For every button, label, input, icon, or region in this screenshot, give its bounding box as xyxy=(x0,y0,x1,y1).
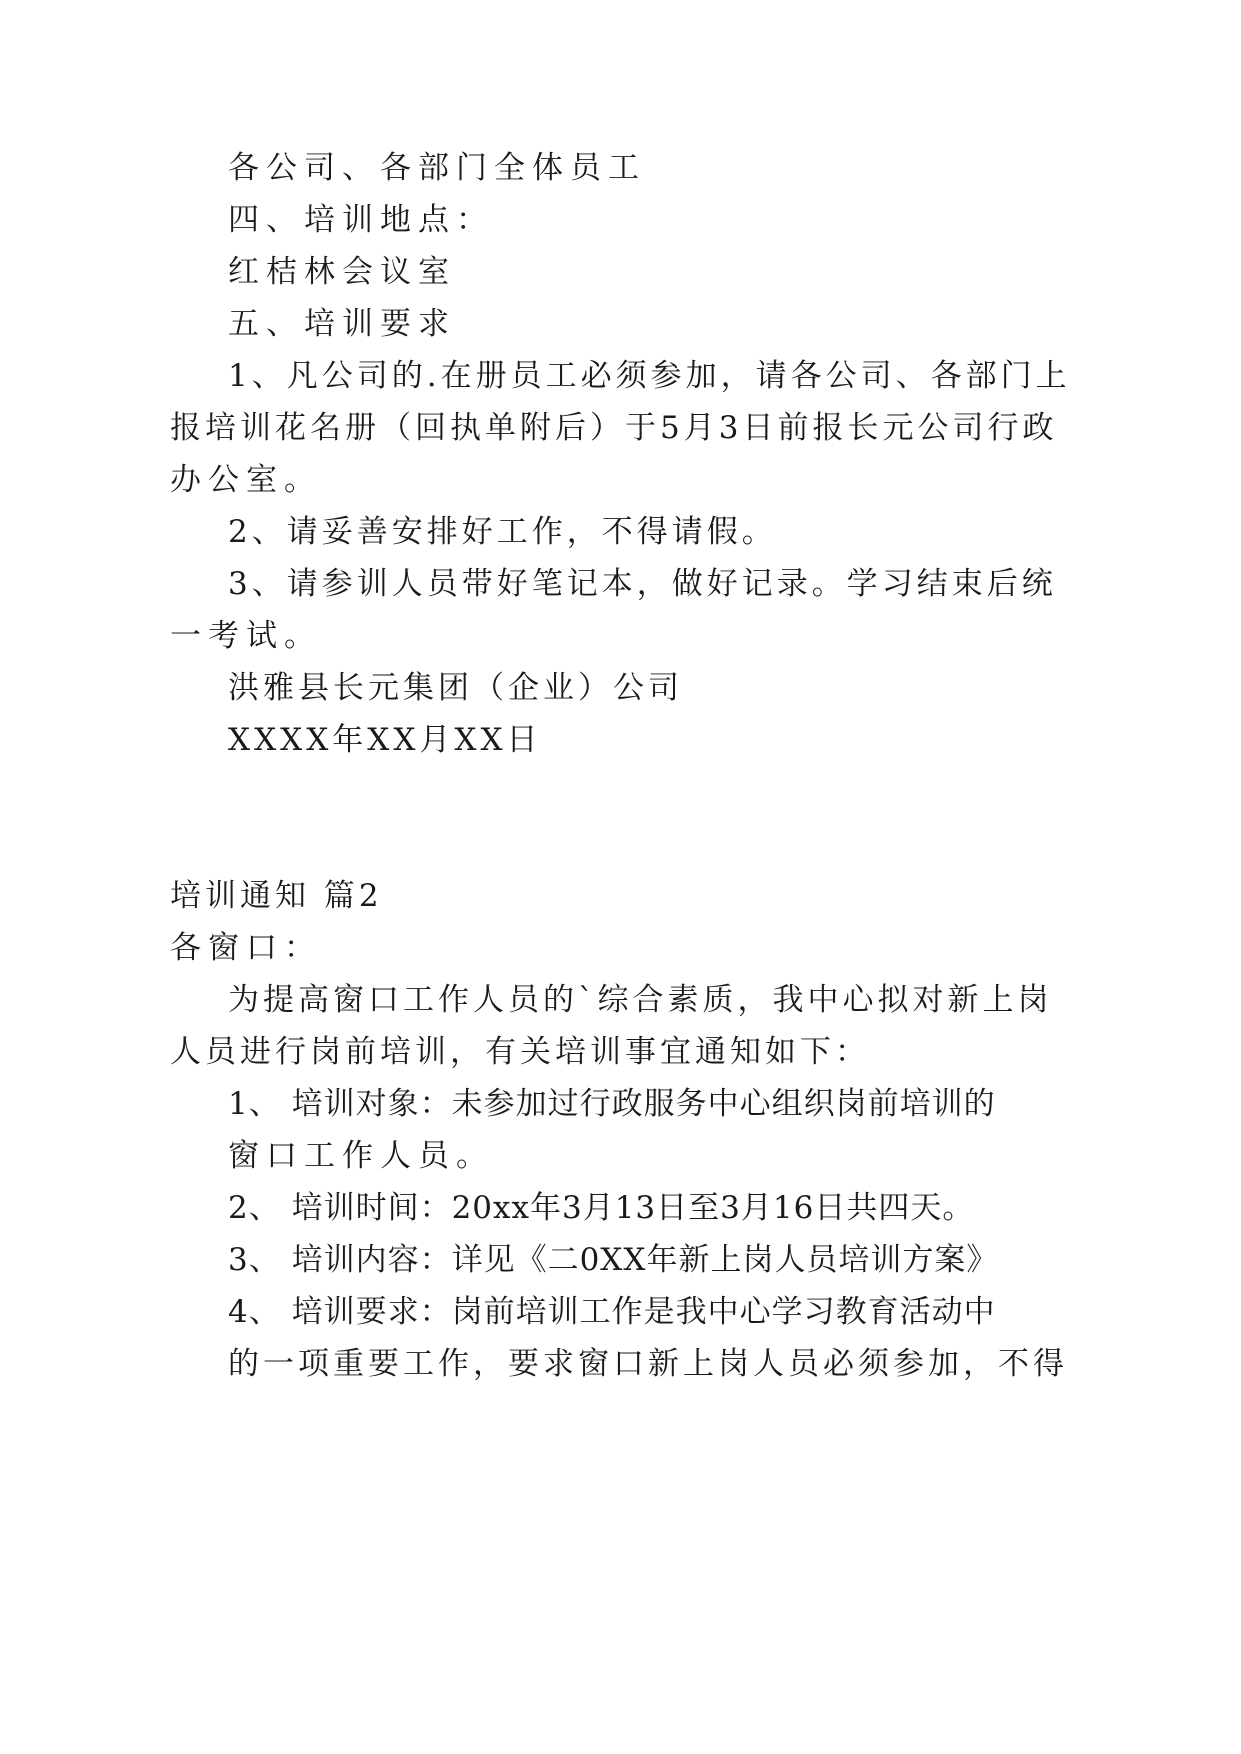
attendees-text: 各公司、各部门全体员工 xyxy=(228,150,646,186)
requirement-1-line-3: 办公室。 xyxy=(170,462,322,498)
signature-date: XXXX年XX月XX日 xyxy=(228,722,542,758)
item-4-line-2: 的一项重要工作，要求窗口新上岗人员必须参加，不得 xyxy=(228,1346,1068,1382)
requirement-1-line-2: 报培训花名册（回执单附后）于5月3日前报长元公司行政 xyxy=(170,410,1058,446)
salutation: 各窗口： xyxy=(170,930,322,966)
requirement-3-line-1: 3、请参训人员带好笔记本，做好记录。学习结束后统 xyxy=(228,566,1057,602)
item-4-line-1: 4、 培训要求：岗前培训工作是我中心学习教育活动中 xyxy=(228,1294,996,1330)
item-3: 3、 培训内容：详见《二0XX年新上岗人员培训方案》 xyxy=(228,1242,999,1278)
requirement-2: 2、请妥善安排好工作，不得请假。 xyxy=(228,514,777,550)
signature-company: 洪雅县长元集团（企业）公司 xyxy=(228,670,683,706)
item-2: 2、 培训时间：20xx年3月13日至3月16日共四天。 xyxy=(228,1190,975,1226)
requirements-heading: 五、培训要求 xyxy=(228,306,456,342)
location-heading: 四、培训地点： xyxy=(228,202,494,238)
intro-line-1: 为提高窗口工作人员的`综合素质，我中心拟对新上岗 xyxy=(228,982,1053,1018)
item-1-line-1: 1、 培训对象：未参加过行政服务中心组织岗前培训的 xyxy=(228,1086,996,1122)
intro-line-2: 人员进行岗前培训，有关培训事宜通知如下： xyxy=(170,1034,870,1070)
item-1-line-2: 窗口工作人员。 xyxy=(228,1138,494,1174)
requirement-3-line-2: 一考试。 xyxy=(170,618,322,654)
notice-2-title: 培训通知 篇2 xyxy=(170,878,383,914)
location-text: 红桔林会议室 xyxy=(228,254,456,290)
requirement-1-line-1: 1、凡公司的.在册员工必须参加，请各公司、各部门上 xyxy=(228,358,1071,394)
